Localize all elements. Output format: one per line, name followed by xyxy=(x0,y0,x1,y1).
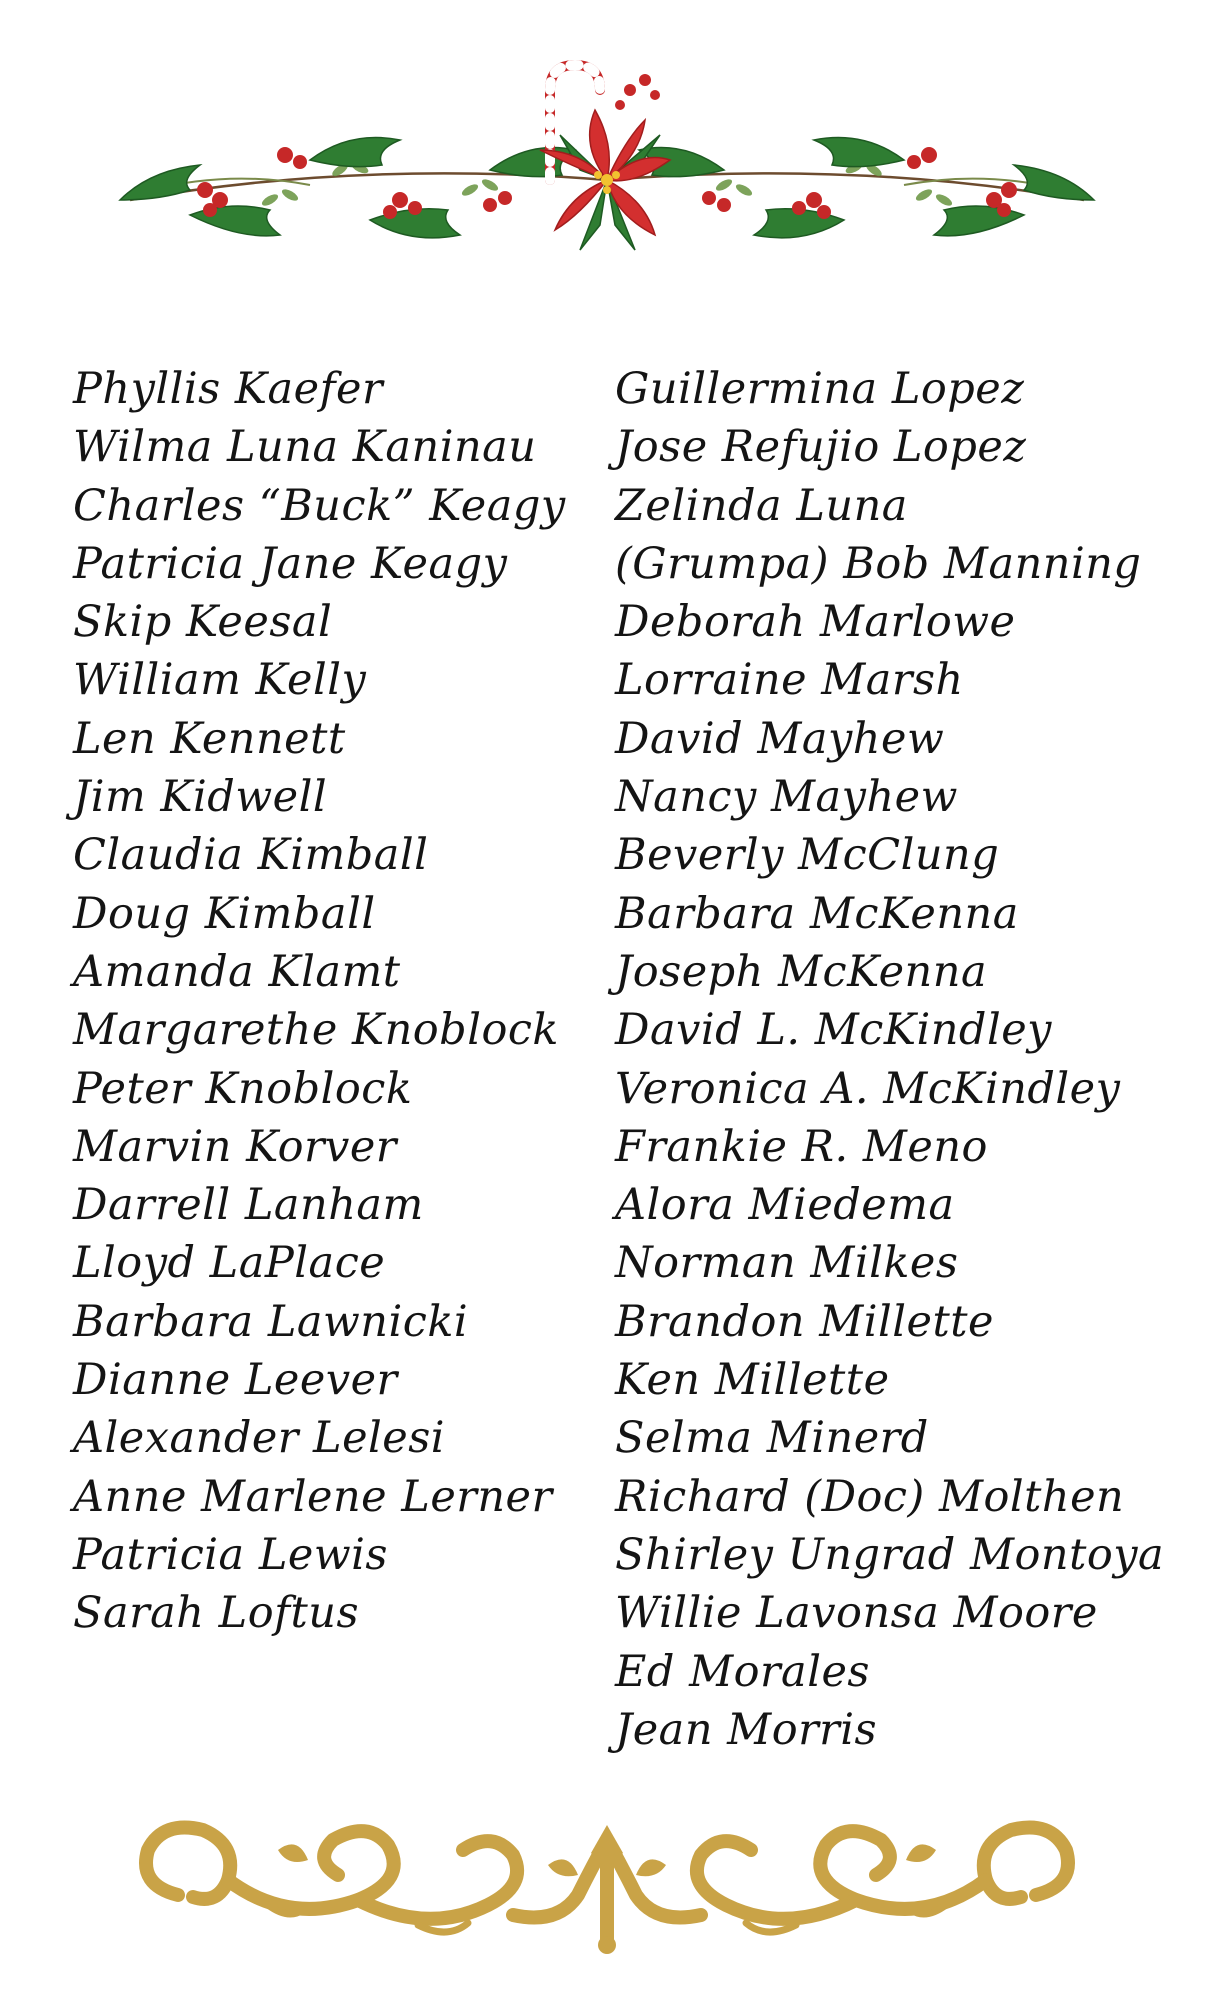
name-item: Phyllis Kaefer xyxy=(73,364,384,414)
name-item: Brandon Millette xyxy=(615,1296,995,1347)
name-item: Anne Marlene Lerner xyxy=(73,1471,553,1522)
name-item: Peter Knoblock xyxy=(73,1063,413,1114)
name-item: Jim Kidwell xyxy=(73,772,328,823)
name-item: Frankie R. Meno xyxy=(615,1121,988,1172)
name-item: Dianne Leever xyxy=(73,1355,398,1406)
name-item: Jean Morris xyxy=(615,1704,878,1755)
name-item: Nancy Mayhew xyxy=(615,772,958,823)
name-item: Patricia Jane Keagy xyxy=(73,538,508,589)
name-item: Veronica A. McKindley xyxy=(615,1063,1121,1114)
names-column-right xyxy=(615,360,1164,1759)
name-item: Deborah Marlowe xyxy=(615,597,1016,648)
name-item: Lorraine Marsh xyxy=(615,655,964,706)
name-item: Darrell Lanham xyxy=(73,1180,424,1231)
name-item: Lloyd LaPlace xyxy=(73,1238,386,1289)
name-item: Doug Kimball xyxy=(73,888,376,939)
name-item: Alora Miedema xyxy=(615,1180,955,1231)
name-item: Charles “Buck” Keagy xyxy=(73,480,566,531)
name-item: Amanda Klamt xyxy=(73,946,401,997)
name-item: Selma Minerd xyxy=(615,1413,929,1464)
names-list xyxy=(0,360,1214,1780)
name-item: Guillermina Lopez xyxy=(615,364,1025,414)
name-item: David L. McKindley xyxy=(615,1005,1052,1056)
name-item: Barbara Lawnicki xyxy=(73,1296,469,1347)
name-item: (Grumpa) Bob Manning xyxy=(615,538,1142,589)
name-item: Len Kennett xyxy=(73,713,346,764)
holly-garland-icon xyxy=(110,50,1104,270)
gold-scroll-ornament-icon xyxy=(118,1805,1096,1955)
name-item: Norman Milkes xyxy=(615,1238,959,1289)
name-item: William Kelly xyxy=(73,655,367,706)
name-item: Joseph McKenna xyxy=(615,946,988,997)
name-item: David Mayhew xyxy=(615,713,945,764)
name-item: Patricia Lewis xyxy=(73,1529,388,1580)
names-column-left xyxy=(73,360,566,1643)
name-item: Zelinda Luna xyxy=(615,480,908,531)
name-item: Barbara McKenna xyxy=(615,888,1019,939)
name-item: Skip Keesal xyxy=(73,597,333,648)
name-item: Claudia Kimball xyxy=(73,830,429,881)
name-item: Ken Millette xyxy=(615,1355,890,1406)
name-item: Jose Refujio Lopez xyxy=(615,422,1027,473)
name-item: Alexander Lelesi xyxy=(73,1413,446,1464)
name-item: Margarethe Knoblock xyxy=(73,1005,559,1056)
name-item: Ed Morales xyxy=(615,1646,870,1697)
name-item: Wilma Luna Kaninau xyxy=(73,422,537,473)
name-item: Shirley Ungrad Montoya xyxy=(615,1529,1165,1580)
name-item: Richard (Doc) Molthen xyxy=(615,1471,1125,1522)
name-item: Beverly McClung xyxy=(615,830,1000,881)
name-item: Marvin Korver xyxy=(73,1121,397,1172)
name-item: Willie Lavonsa Moore xyxy=(615,1588,1098,1639)
name-item: Sarah Loftus xyxy=(73,1588,360,1639)
